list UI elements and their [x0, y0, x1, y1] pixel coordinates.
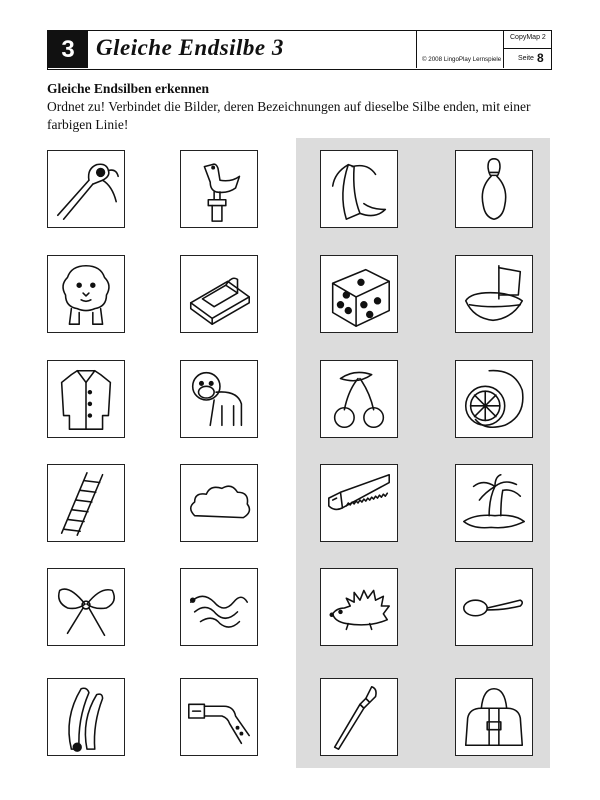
picture-card[interactable]	[455, 150, 533, 228]
picture-card[interactable]	[455, 568, 533, 646]
picture-card[interactable]	[455, 678, 533, 756]
snake-icon	[181, 569, 257, 645]
banana-icon	[321, 151, 397, 227]
belt-icon	[181, 679, 257, 755]
worksheet-header	[47, 30, 552, 70]
picture-card[interactable]	[47, 255, 125, 333]
lion-icon	[48, 256, 124, 332]
spoon-icon	[456, 569, 532, 645]
picture-card[interactable]	[320, 360, 398, 438]
sheet-title: Gleiche Endsilbe 3	[96, 35, 284, 60]
picture-card[interactable]	[180, 255, 258, 333]
picture-card[interactable]	[47, 568, 125, 646]
picture-card[interactable]	[320, 150, 398, 228]
stapler-icon	[181, 256, 257, 332]
picture-card[interactable]	[180, 464, 258, 542]
series-label: CopyMap 2	[510, 34, 546, 41]
header-divider	[503, 48, 551, 49]
pliers-icon	[48, 151, 124, 227]
sheet-number: 3	[48, 31, 88, 68]
page-label: Seite	[518, 55, 534, 62]
dice-icon	[321, 256, 397, 332]
subheading: Gleiche Endsilben erkennen	[47, 81, 210, 96]
ladder-icon	[48, 465, 124, 541]
header-divider	[503, 31, 504, 68]
picture-card[interactable]	[180, 568, 258, 646]
picture-card[interactable]	[47, 678, 125, 756]
cucumber-icon	[48, 679, 124, 755]
lemon-icon	[456, 361, 532, 437]
saw-icon	[321, 465, 397, 541]
instruction-text: Ordnet zu! Verbindet die Bilder, deren Bezeichnungen auf dieselbe Silbe enden, mit einer farbigen Linie!	[47, 99, 531, 132]
bowling-pin-icon	[456, 151, 532, 227]
bow-ribbon-icon	[48, 569, 124, 645]
picture-card[interactable]	[320, 568, 398, 646]
coat-icon	[48, 361, 124, 437]
copyright-text: © 2008 LingoPlay Lernspiele	[422, 56, 502, 63]
picture-card[interactable]	[455, 464, 533, 542]
page-number: 8	[537, 51, 544, 65]
hedgehog-icon	[321, 569, 397, 645]
cherries-icon	[321, 361, 397, 437]
picture-card[interactable]	[180, 150, 258, 228]
picture-card[interactable]	[47, 464, 125, 542]
bird-on-post-icon	[181, 151, 257, 227]
cloud-icon	[181, 465, 257, 541]
monkey-icon	[181, 361, 257, 437]
picture-card[interactable]	[455, 360, 533, 438]
picture-card[interactable]	[320, 464, 398, 542]
right-panel-background	[296, 138, 550, 768]
picture-card[interactable]	[320, 255, 398, 333]
boat-icon	[456, 256, 532, 332]
picture-card[interactable]	[320, 678, 398, 756]
picture-card[interactable]	[180, 360, 258, 438]
picture-card[interactable]	[47, 360, 125, 438]
picture-card[interactable]	[455, 255, 533, 333]
header-divider	[416, 31, 417, 68]
island-icon	[456, 465, 532, 541]
picture-card[interactable]	[180, 678, 258, 756]
picture-card[interactable]	[47, 150, 125, 228]
paintbrush-icon	[321, 679, 397, 755]
handbag-icon	[456, 679, 532, 755]
